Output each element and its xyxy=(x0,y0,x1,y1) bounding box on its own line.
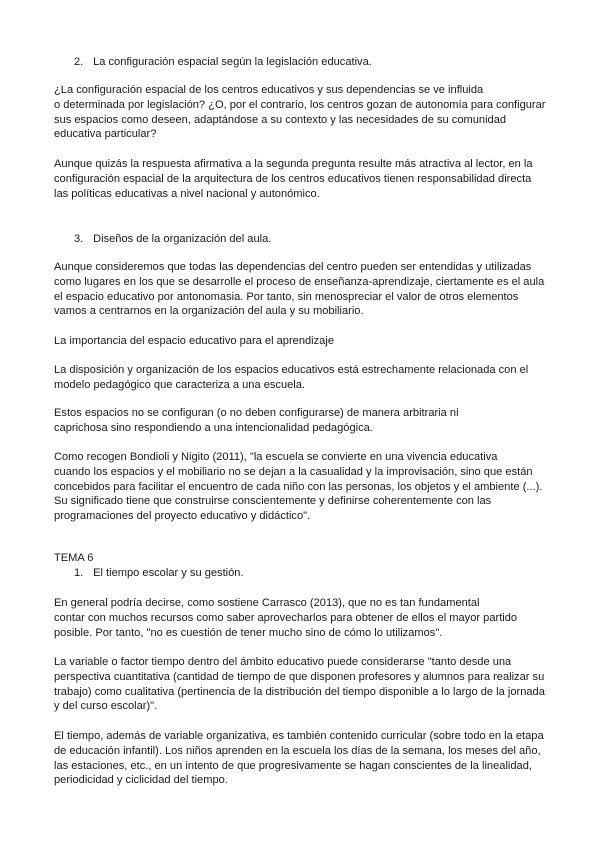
paragraph-legislacion-question: ¿La configuración espacial de los centros educativos y sus dependencias se ve influida o determinada por legislación? ¿O, por el contrario, los centros gozan de autonomía para configurar sus espacios como deseen, adaptándose a su contexto y las necesidades de su comunidad educativa particular? xyxy=(54,84,546,141)
tema-title: TEMA 6 xyxy=(54,552,94,564)
heading-text: El tiempo escolar y su gestión. xyxy=(93,567,244,579)
section-heading-tiempo-escolar xyxy=(74,566,244,581)
heading-text: La configuración espacial según la legislación educativa. xyxy=(93,56,372,68)
heading-text: Diseños de la organización del aula. xyxy=(93,233,272,245)
section-heading-legislacion xyxy=(74,55,372,70)
paragraph-legislacion-answer: Aunque quizás la respuesta afirmativa a la segunda pregunta resulte más atractiva al lector, en la configuración espacial de la arquitectura de los centros educativos tienen responsabilidad directa las políticas educativas a nivel nacional y autonómico. xyxy=(54,158,533,200)
subheading-importancia-espacio: La importancia del espacio educativo para el aprendizaje xyxy=(54,335,334,347)
paragraph-carrasco: En general podría decirse, como sostiene Carrasco (2013), que no es tan fundamental contar con muchos recursos como saber aprovecharlos para obtener de ellos el mayor partido posible. Por tanto, "no es cuestión de tener mucho sino de cómo lo utilizamos". xyxy=(54,597,518,639)
paragraph-variable-tiempo: La variable o factor tiempo dentro del ámbito educativo puede considerarse "tanto desde una perspectiva cuantitativa (cantidad de tiempo de que disponen profesores y alumnos para realizar su trabajo) como cualitativa (pertinencia de la distribución del tiempo disponible a lo largo de la jornada y del curso escolar)". xyxy=(54,656,545,713)
paragraph-aula-intro: Aunque consideremos que todas las dependencias del centro pueden ser entendidas y utilizadas como lugares en los que se desarrolle el proceso de enseñanza-aprendizaje, ciertamente es el aula el espacio educativo por antonomasia. Por tanto, sin menospreciar el valor de otros elementos vamos a centrarnos en la organización del aula y su mobiliario. xyxy=(54,261,545,318)
list-number: 1. xyxy=(74,567,84,579)
paragraph-tiempo-curricular: El tiempo, además de variable organizativa, es también contenido curricular (sobre todo en la etapa de educación infantil). Los niños aprenden en la escuela los días de la semana, los meses del año, las estaciones, etc., en un intento de que progresivamente se hagan conscientes de la linealidad, periodicidad y ciclicidad del tiempo. xyxy=(54,730,544,787)
paragraph-disposicion: La disposición y organización de los espacios educativos está estrechamente relacionada con el modelo pedagógico que caracteriza a una escuela. xyxy=(54,364,529,391)
paragraph-espacios-arbitrarios: Estos espacios no se configuran (o no deben configurarse) de manera arbitraria ni caprichosa sino respondiendo a una intencionalidad pedagógica. xyxy=(54,407,459,434)
list-number: 2. xyxy=(74,56,84,68)
list-number: 3. xyxy=(74,233,84,245)
section-heading-disenos-aula xyxy=(74,232,271,247)
paragraph-bondioli-quote: Como recogen Bondioli y Nigito (2011), "la escuela se convierte en una vivencia educativa cuando los espacios y el mobiliario no se dejan a la casualidad y la improvisación, sino que están concebidos para facilitar el encuentro de cada niño con las personas, los objetos y el ambiente (...). Su significado tiene que construirse conscientemente y definirse coherentemente con las programaciones del proyecto educativo y didáctico". xyxy=(54,451,543,523)
